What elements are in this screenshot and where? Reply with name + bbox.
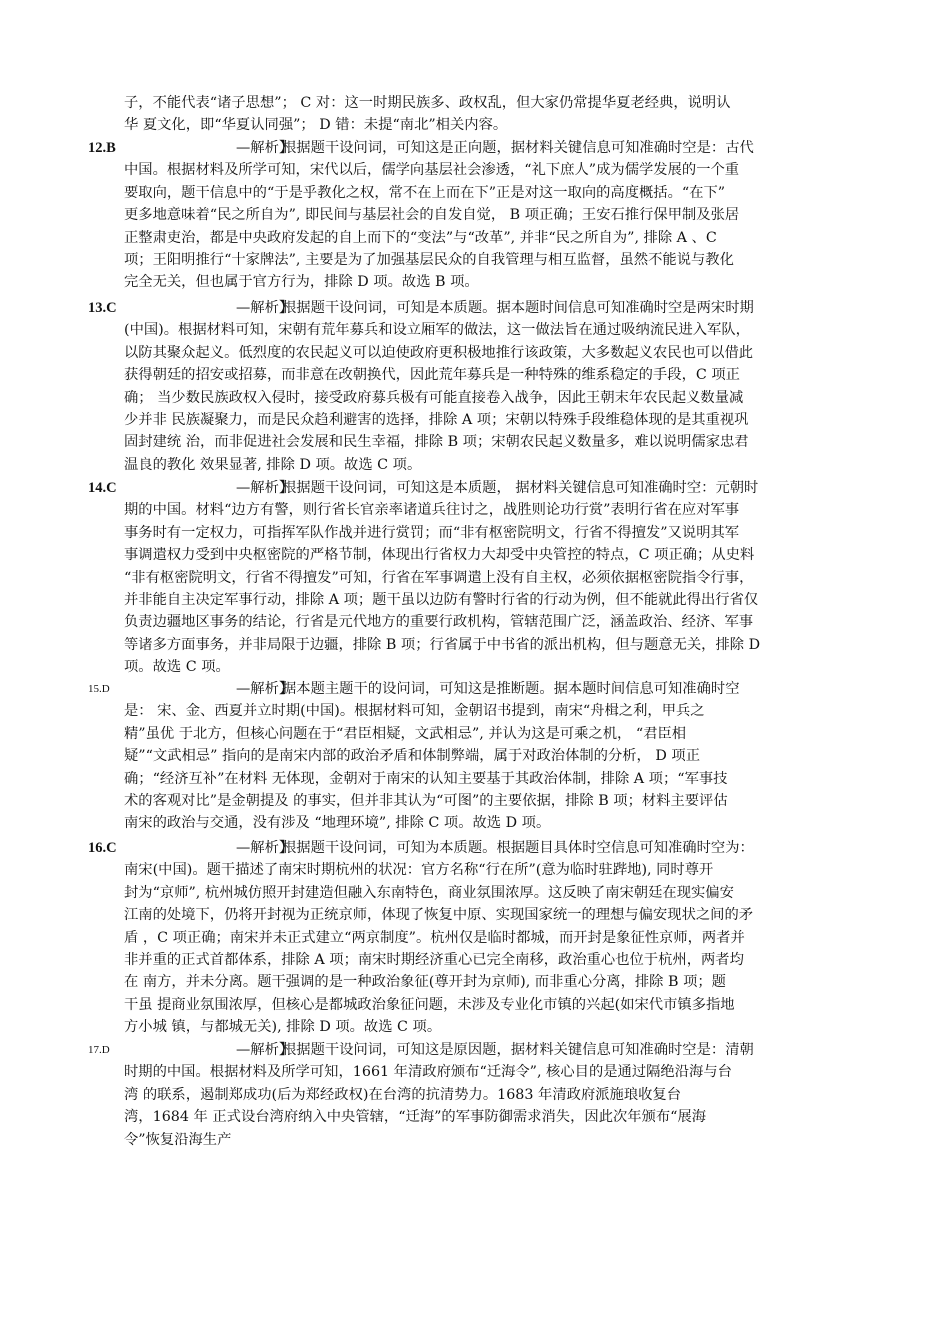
text-line: 江南的处境下，仍将开封视为正统京师，体现了恢复中原、实现国家统一的理想与偏安现状之间的矛 — [124, 907, 754, 924]
text-line: 固封建统 治，而非促进社会发展和民生幸福，排除 B 项；宋朝农民起义数量多，难以说明儒家忠君 — [124, 434, 749, 451]
text-line: 在 南方，并未分离。题干强调的是一种政治象征(尊开封为京师), 而非重心分离，排除 B 项；题 — [124, 974, 726, 991]
text-line: 盾 ，C 项正确；南宋并未正式建立“两京制度”。杭州仅是临时都城，而开封是象征性京师，两者并 — [124, 929, 745, 946]
text-line: 令”恢复沿海生产 — [124, 1131, 232, 1148]
text-line: 事调遣权力受到中央枢密院的严格节制，体现出行省权力大却受中央管控的特点，C 项正确；从史料 — [124, 547, 755, 564]
text-line: 疑”“文武相忌” 指向的是南宋内部的政治矛盾和体制弊端，属于对政治体制的分析， D 项正 — [124, 748, 701, 765]
answer-item-15 — [86, 678, 866, 835]
text-line: 正整肃吏治，都是中央政府发起的自上而下的“变法”与“改革”, 并非“民之所自为”, 排除 A 、C — [124, 229, 717, 246]
text-line: 获得朝廷的招安或招募，而非意在改朝换代，因此荒年募兵是一种特殊的维系稳定的手段，C 项正 — [124, 367, 740, 384]
answer-item-16 — [86, 837, 866, 1039]
answer-number: 16.C — [88, 840, 117, 856]
answer-number: 13.C — [88, 300, 117, 316]
text-line: 华 夏文化，即“华夏认同强”； D 错：未提“南北”相关内容。 — [124, 117, 508, 134]
text-line: 是： 宋、金、西夏并立时期(中国)。根据材料可知，金朝诏书提到，南宋“舟楫之利，甲兵之 — [124, 703, 705, 720]
text-line: 以防其聚众起义。低烈度的农民起义可以迫使政府更积极地推行该政策，大多数起义农民也可以借此 — [124, 344, 754, 361]
answer-body — [124, 1061, 866, 1151]
text-line: 中国。根据材料及所学可知，宋代以后，儒学向基层社会渗透，“礼下庶人”成为儒学发展的一个重 — [124, 162, 740, 179]
text-line: 南宋的政治与交通，没有涉及 “地理环境”, 排除 C 项。故选 D 项。 — [124, 815, 551, 832]
text-line: 确； 当少数民族政权入侵时，接受政府募兵极有可能直接卷入战争，因此王朝末年农民起义数量减 — [124, 389, 744, 406]
analysis-label: —解析】 — [236, 840, 294, 856]
analysis-label: —解析】 — [236, 681, 294, 697]
text-line: 湾，1684 年 正式设台湾府纳入中央管辖，“迁海”的军事防御需求消失，因此次年颁布“展海 — [124, 1109, 707, 1126]
text-line: 方小城 镇，与都城无关), 排除 D 项。故选 C 项。 — [124, 1019, 442, 1036]
text-line: 项。故选 C 项。 — [124, 659, 230, 676]
answer-body — [124, 859, 866, 1038]
answer-body — [124, 499, 866, 678]
analysis-label: —解析】 — [236, 480, 294, 496]
text-line: 项；王阳明推行“十家牌法”, 主要是为了加强基层民众的自我管理与相互监督，虽然不能说与教化 — [124, 251, 734, 268]
answer-body — [124, 700, 866, 834]
text-line: 更多地意味着“民之所自为”, 即民间与基层社会的自发自觉， B 项正确；王安石推行保甲制及张居 — [124, 207, 740, 224]
text-line: 封为“京师”, 杭州城仿照开封建造但融入东南特色，商业氛围浓厚。这反映了南宋朝廷在现实偏安 — [124, 884, 734, 901]
text-line: 干虽 提商业氛围浓厚，但核心是都城政治象征问题，未涉及专业化市镇的兴起(如宋代市镇多指地 — [124, 996, 735, 1013]
answer-body — [124, 319, 866, 476]
text-line: 根据题干设问词，可知这是本质题， 据材料关键信息可知准确时空：元朝时 — [282, 480, 759, 496]
text-line: 术的客观对比”是金朝提及 的事实，但并非其认为“可图”的主要依据，排除 B 项；材料主要评估 — [124, 792, 728, 809]
text-line: 根据题干设问词，可知这是正向题，据材料关键信息可知准确时空是：古代 — [282, 140, 754, 156]
text-line: 温良的教化 效果显著, 排除 D 项。故选 C 项。 — [124, 456, 422, 473]
answer-number: 17.D — [88, 1044, 110, 1056]
answer-item-17 — [86, 1039, 866, 1151]
text-line: 要取向，题干信息中的“于是乎教化之权，常不在上而在下”正是对这一取向的高度概括。“在下” — [124, 184, 726, 201]
answer-item-13 — [86, 297, 866, 476]
text-line: 南宋(中国)。题干描述了南宋时期杭州的状况：官方名称“行在所”(意为临时驻跸地), 同时尊开 — [124, 862, 714, 879]
answer-item-14 — [86, 477, 866, 679]
text-line: 时期的中国。根据材料及所学可知，1661 年清政府颁布“迁海令”, 核心目的是通过隔绝沿海与台 — [124, 1064, 732, 1081]
text-line: 精”虽优 于北方，但核心问题在于“君臣相疑，文武相忌”, 并认为这是可乘之机， “君臣相 — [124, 725, 687, 742]
text-line: 子，不能代表“诸子思想”； C 对：这一时期民族多、政权乱，但大家仍常提华夏老经典，说明认 — [124, 95, 731, 111]
text-line: 根据题干设问词，可知为本质题。根据题目具体时空信息可知准确时空为： — [282, 840, 754, 856]
text-line: 负责边疆地区事务的结论，行省是元代地方的重要行政机构，管辖范围广泛，涵盖政治、经济、军事 — [124, 614, 754, 631]
analysis-label: —解析】 — [236, 1042, 294, 1058]
text-line: 湾 的联系，遏制郑成功(后为郑经政权)在台湾的抗清势力。1683 年清政府派施琅收复台 — [124, 1086, 682, 1103]
text-line: 确；“经济互补”在材料 无体现，金朝对于南宋的认知主要基于其政治体制，排除 A 项；“军事技 — [124, 770, 728, 787]
text-line: 根据题干设问词，可知是本质题。据本题时间信息可知准确时空是两宋时期 — [282, 300, 754, 316]
answer-body — [124, 159, 866, 293]
answer-item-12 — [86, 137, 866, 294]
text-line: 完全无关，但也属于官方行为，排除 D 项。故选 B 项。 — [124, 274, 479, 291]
text-line: 根据题干设问词，可知这是原因题，据材料关键信息可知准确时空是：清朝 — [282, 1042, 754, 1058]
answer-number: 15.D — [88, 683, 110, 695]
answer-number: 12.B — [88, 140, 116, 156]
text-line: 据本题主题干的设问词，可知这是推断题。据本题时间信息可知准确时空 — [282, 681, 740, 697]
text-line: 事务时有一定权力，可指挥军队作战并进行赏罚；而“非有枢密院明文，行省不得擅发”又说明其军 — [124, 524, 740, 541]
text-line: 等诸多方面事务，并非局限于边疆，排除 B 项；行省属于中书省的派出机构，但与题意无关，排除 D — [124, 636, 761, 653]
text-line: (中国)。根据材料可知，宋朝有荒年募兵和设立厢军的做法，这一做法旨在通过吸纳流民进入军队， — [124, 322, 750, 339]
intro-paragraph — [124, 92, 864, 137]
analysis-label: —解析】 — [236, 140, 294, 156]
analysis-label: —解析】 — [236, 300, 294, 316]
text-line: 期的中国。材料“边方有警，则行省长官亲率诸道兵往讨之，战胜则论功行赏”表明行省在应对军事 — [124, 502, 740, 519]
text-line: 少并非 民族凝聚力，而是民众趋利避害的选择，排除 A 项；宋朝以特殊手段维稳体现的是其重视巩 — [124, 411, 749, 428]
text-line: 非并重的正式首都体系，排除 A 项；南宋时期经济重心已完全南移，政治重心也位于杭州，两者均 — [124, 951, 744, 968]
text-line: 并非能自主决定军事行动，排除 A 项；题干虽以边防有警时行省的行动为例，但不能就此得出行省仅 — [124, 591, 759, 608]
answer-number: 14.C — [88, 480, 117, 496]
text-line: “非有枢密院明文，行省不得擅发”可知，行省在军事调遣上没有自主权，必须依据枢密院指令行事， — [124, 569, 754, 586]
